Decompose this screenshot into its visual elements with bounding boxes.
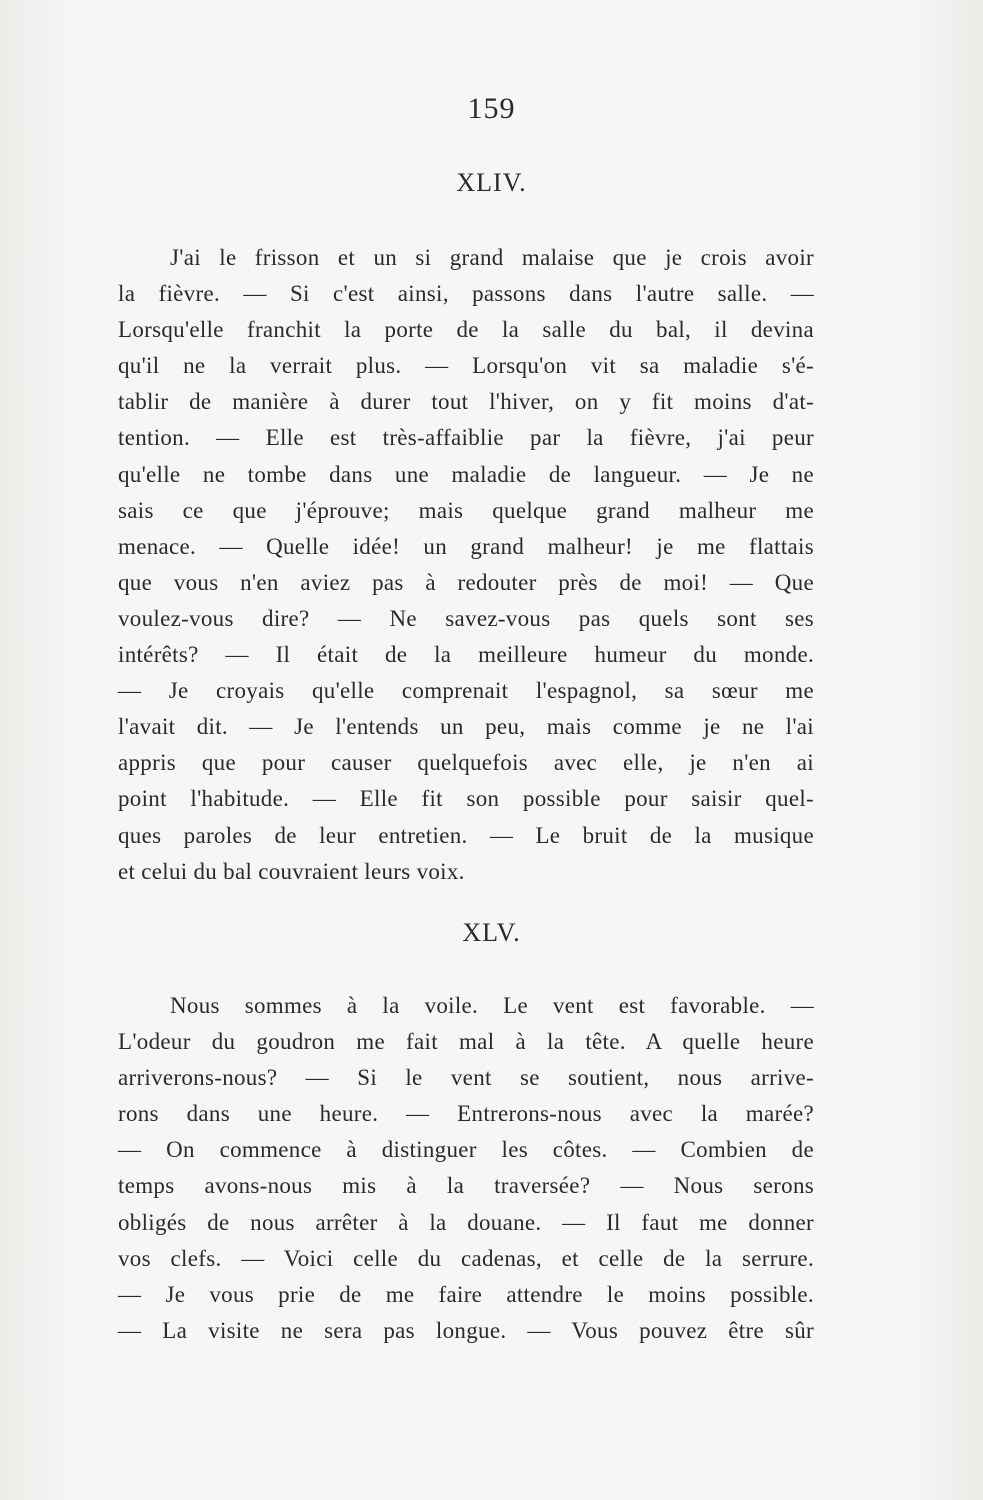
- text-line: intérêts? — Il était de la meilleure humeur du monde.: [118, 642, 814, 668]
- text-line: l'avait dit. — Je l'entends un peu, mais comme je ne l'ai: [118, 714, 814, 740]
- text-line: — Je vous prie de me faire attendre le moins possible.: [118, 1281, 814, 1307]
- section-title-xliv: XLIV.: [456, 168, 527, 197]
- text-line: obligés de nous arrêter à la douane. — Il faut me donner: [118, 1209, 814, 1235]
- text-line: sais ce que j'éprouve; mais quelque grand malheur me: [118, 497, 814, 523]
- text-line: J'ai le frisson et un si grand malaise que je crois avoir: [170, 245, 814, 270]
- text-line: Lorsqu'elle franchit la porte de la salle du bal, il devina: [118, 317, 814, 343]
- text-line: voulez-vous dire? — Ne savez-vous pas quels sont ses: [118, 605, 814, 631]
- text-line: Nous sommes à la voile. Le vent est favorable. —: [170, 993, 814, 1018]
- text-line: rons dans une heure. — Entrerons-nous avec la marée?: [118, 1101, 814, 1127]
- text-line: point l'habitude. — Elle fit son possible pour saisir quel-: [118, 786, 814, 812]
- text-line: qu'il ne la verrait plus. — Lorsqu'on vit sa maladie s'é-: [118, 353, 814, 379]
- section-text-xlv: [118, 988, 814, 1349]
- text-line: arriverons-nous? — Si le vent se soutient, nous arrive-: [118, 1065, 814, 1091]
- text-line: tablir de manière à durer tout l'hiver, on y fit moins d'at-: [118, 389, 814, 415]
- text-line: temps avons-nous mis à la traversée? — Nous serons: [118, 1173, 814, 1199]
- text-line: la fièvre. — Si c'est ainsi, passons dans l'autre salle. —: [118, 281, 814, 307]
- text-line: L'odeur du goudron me fait mal à la tête. A quelle heure: [118, 1029, 814, 1055]
- section-text-xliv: [118, 240, 814, 890]
- text-line: — On commence à distinguer les côtes. — Combien de: [118, 1137, 814, 1163]
- text-line: que vous n'en aviez pas à redouter près de moi! — Que: [118, 569, 814, 595]
- text-line: appris que pour causer quelquefois avec elle, je n'en ai: [118, 750, 814, 776]
- text-line: tention. — Elle est très-affaiblie par la fièvre, j'ai peur: [118, 425, 814, 451]
- text-line: menace. — Quelle idée! un grand malheur! je me flattais: [118, 533, 814, 559]
- section-title-xlv: XLV.: [462, 918, 521, 947]
- text-line: qu'elle ne tombe dans une maladie de langueur. — Je ne: [118, 461, 814, 487]
- text-line: — La visite ne sera pas longue. — Vous pouvez être sûr: [118, 1317, 814, 1343]
- page-number: 159: [467, 92, 516, 125]
- text-line: vos clefs. — Voici celle du cadenas, et celle de la serrure.: [118, 1245, 814, 1271]
- text-line: et celui du bal couvraient leurs voix.: [118, 858, 465, 884]
- text-line: — Je croyais qu'elle comprenait l'espagnol, sa sœur me: [118, 678, 814, 704]
- text-line: ques paroles de leur entretien. — Le bruit de la musique: [118, 822, 814, 848]
